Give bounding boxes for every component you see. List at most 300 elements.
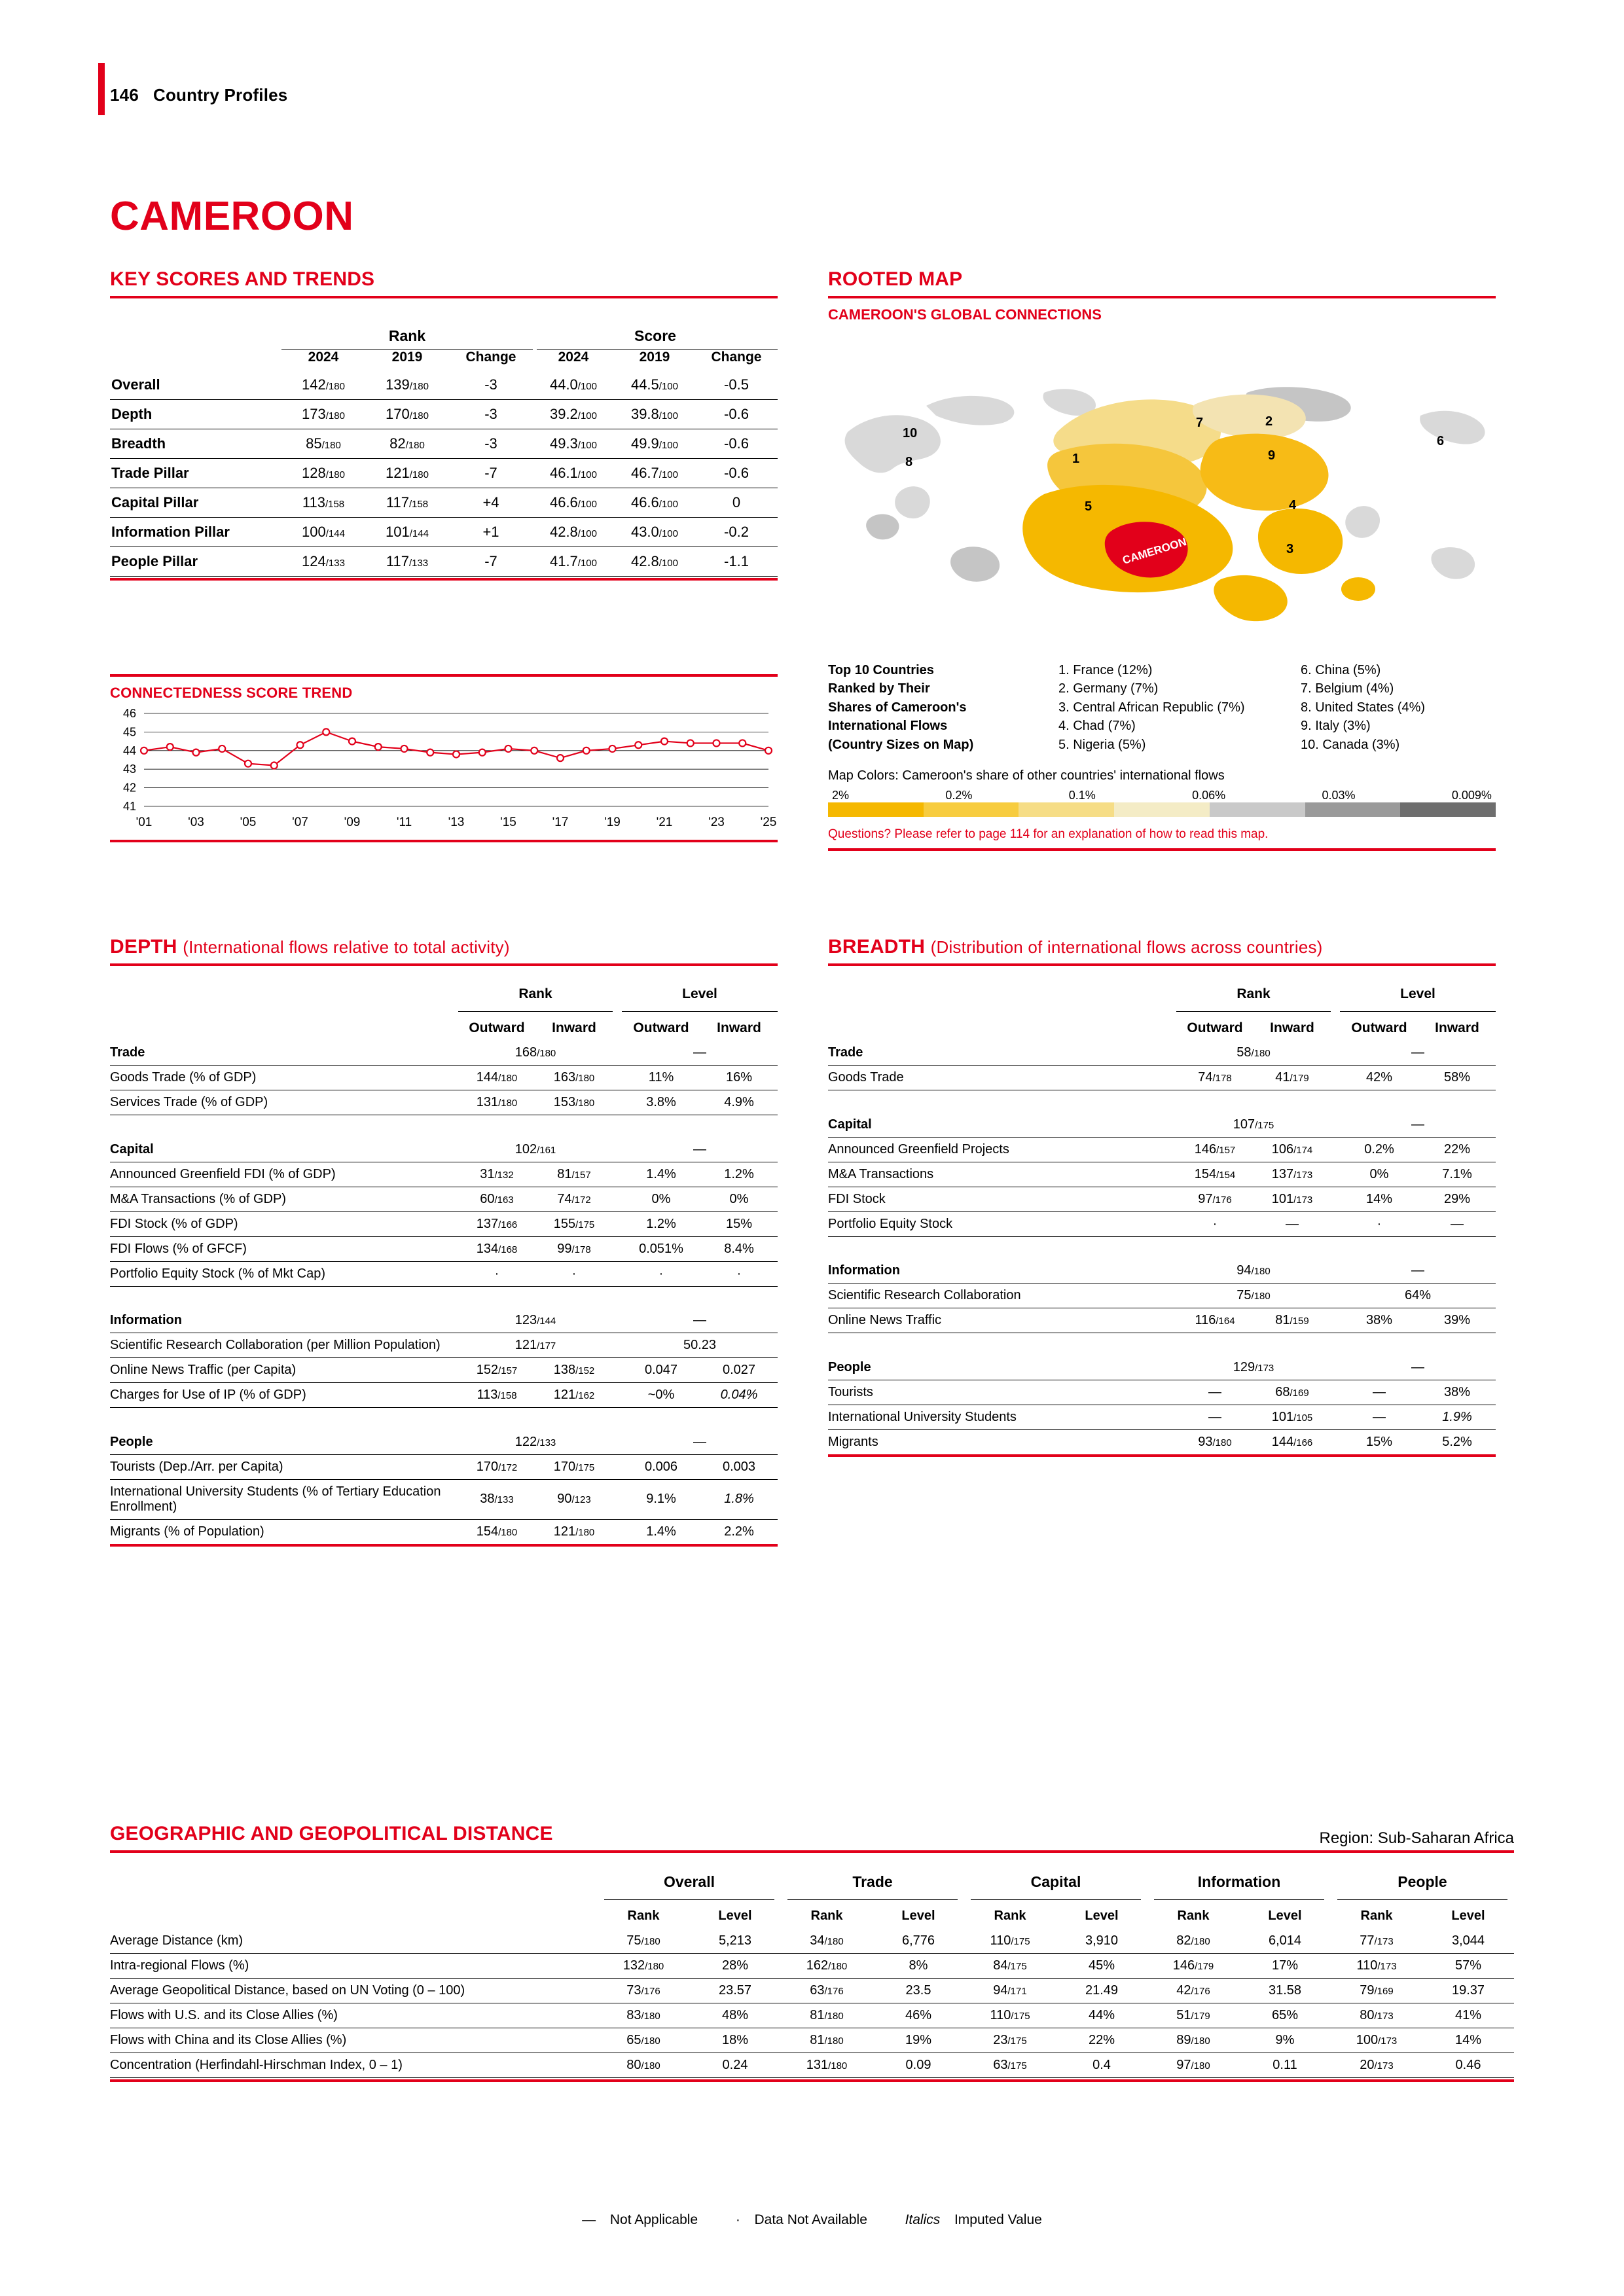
row-label: M&A Transactions (% of GDP) bbox=[110, 1187, 458, 1211]
group-header: Overall bbox=[664, 1873, 715, 1890]
group-level: — bbox=[1340, 1113, 1496, 1138]
score-2019: 49.9/100 bbox=[614, 429, 695, 459]
row-label: FDI Flows (% of GFCF) bbox=[110, 1236, 458, 1261]
divider bbox=[110, 674, 778, 677]
score-change: -0.6 bbox=[695, 459, 778, 488]
rank-2019: 121/180 bbox=[365, 459, 449, 488]
cell-level: 8% bbox=[873, 1954, 964, 1979]
cell-level: 23.57 bbox=[689, 1979, 781, 2003]
col-rank-outward: Outward bbox=[469, 1020, 525, 1035]
level-inward: 0.003 bbox=[700, 1454, 778, 1479]
section-title-depth-sub: (International flows relative to total activity) bbox=[183, 937, 510, 957]
cell-rank: 20/173 bbox=[1331, 2053, 1422, 2078]
rank-inward: 74/172 bbox=[535, 1187, 613, 1211]
table-group-header-row bbox=[110, 982, 778, 1007]
score-change: -0.2 bbox=[695, 518, 778, 547]
chart-title: CONNECTEDNESS SCORE TREND bbox=[110, 685, 353, 701]
score-2019: 42.8/100 bbox=[614, 547, 695, 577]
map-legend-country: 1. France (12%) bbox=[1058, 663, 1153, 677]
data-point bbox=[479, 749, 486, 756]
row-label: Online News Traffic bbox=[828, 1308, 1176, 1333]
cell-level: 41% bbox=[1422, 2003, 1514, 2028]
cell-rank: 42/176 bbox=[1147, 1979, 1239, 2003]
level-inward: 4.9% bbox=[700, 1090, 778, 1115]
table-row bbox=[110, 1954, 1514, 1979]
data-point bbox=[193, 749, 200, 756]
table-row bbox=[110, 2028, 1514, 2053]
level-inward: 8.4% bbox=[700, 1236, 778, 1261]
score-change: 0 bbox=[695, 488, 778, 518]
row-label: International University Students (% of Tertiary Education Enrollment) bbox=[110, 1479, 458, 1519]
spacer-row bbox=[828, 1090, 1496, 1113]
col-rank: Rank bbox=[810, 1909, 843, 1923]
table-row bbox=[110, 2003, 1514, 2028]
col-level: Level bbox=[1085, 1909, 1119, 1923]
row-label: Flows with U.S. and its Close Allies (%) bbox=[110, 2003, 598, 2028]
cell-level: 65% bbox=[1239, 2003, 1331, 2028]
row-label: Information Pillar bbox=[110, 518, 281, 547]
col-rank-2024: 2024 bbox=[308, 350, 339, 365]
cell-rank: 162/180 bbox=[781, 1954, 873, 1979]
table-row bbox=[828, 1308, 1496, 1333]
data-point bbox=[635, 742, 641, 748]
map-legend-country: 9. Italy (3%) bbox=[1301, 719, 1371, 734]
map-legend-country: 8. United States (4%) bbox=[1301, 700, 1426, 715]
level-inward: 0.04% bbox=[700, 1383, 778, 1408]
cell-level: 28% bbox=[689, 1954, 781, 1979]
col-level-outward: Outward bbox=[633, 1020, 689, 1035]
level-inward: 15% bbox=[700, 1211, 778, 1236]
col-level: Level bbox=[718, 1909, 752, 1923]
rank-inward: 144/166 bbox=[1254, 1429, 1331, 1456]
col-level: Level bbox=[1268, 1909, 1302, 1923]
group-rank: 129/173 bbox=[1176, 1355, 1331, 1380]
rank-outward: 60/163 bbox=[458, 1187, 535, 1211]
score-2024: 49.3/100 bbox=[533, 429, 614, 459]
group-level: — bbox=[1340, 1041, 1496, 1066]
score-2024: 46.6/100 bbox=[533, 488, 614, 518]
divider bbox=[110, 578, 778, 581]
map-scale-swatch bbox=[1400, 802, 1496, 817]
row-label: Portfolio Equity Stock (% of Mkt Cap) bbox=[110, 1261, 458, 1286]
group-rank: 102/161 bbox=[458, 1138, 613, 1162]
map-scale-swatch bbox=[1019, 802, 1114, 817]
data-point bbox=[271, 762, 278, 769]
rank-outward: 113/158 bbox=[458, 1383, 535, 1408]
world-map bbox=[828, 353, 1496, 648]
divider bbox=[110, 1850, 1514, 1853]
data-point bbox=[739, 740, 746, 746]
table-group-row bbox=[828, 1355, 1496, 1380]
col-rank-inward: Inward bbox=[552, 1020, 596, 1035]
x-tick-label: '03 bbox=[188, 816, 204, 829]
rank-2019: 101/144 bbox=[365, 518, 449, 547]
map-rank-2: 2 bbox=[1265, 414, 1273, 429]
row-label: Migrants (% of Population) bbox=[110, 1519, 458, 1545]
level-inward: 2.2% bbox=[700, 1519, 778, 1545]
row-label: Goods Trade bbox=[828, 1066, 1176, 1090]
cell-rank: 79/169 bbox=[1331, 1979, 1422, 2003]
data-point bbox=[167, 744, 173, 750]
map-legend-country: 3. Central African Republic (7%) bbox=[1058, 700, 1245, 715]
score-change: -0.5 bbox=[695, 370, 778, 400]
y-tick-label: 41 bbox=[122, 800, 136, 813]
x-tick-label: '15 bbox=[500, 816, 516, 829]
x-tick-label: '09 bbox=[344, 816, 361, 829]
rank-inward: 137/173 bbox=[1254, 1162, 1331, 1187]
table-group-header-row bbox=[110, 327, 778, 349]
table-group-row bbox=[828, 1041, 1496, 1066]
table-row bbox=[828, 1429, 1496, 1456]
cell-rank: 63/176 bbox=[781, 1979, 873, 2003]
cell-level: 19% bbox=[873, 2028, 964, 2053]
rank-inward: 99/178 bbox=[535, 1236, 613, 1261]
group-level: — bbox=[622, 1308, 778, 1333]
rank-change: -3 bbox=[449, 429, 533, 459]
data-point bbox=[609, 745, 616, 752]
level-outward: 0.051% bbox=[622, 1236, 700, 1261]
rank-inward: 68/169 bbox=[1254, 1380, 1331, 1405]
cell-rank: 82/180 bbox=[1147, 1929, 1239, 1954]
cell-level: 0.24 bbox=[689, 2053, 781, 2078]
level-outward: 11% bbox=[622, 1066, 700, 1090]
map-rank-7: 7 bbox=[1196, 416, 1204, 430]
col-level: Level bbox=[1451, 1909, 1485, 1923]
level-inward: 0% bbox=[700, 1187, 778, 1211]
rank-combined: 75/180 bbox=[1176, 1283, 1331, 1308]
group-header-rank: Rank bbox=[388, 327, 426, 344]
table-group-row bbox=[110, 1308, 778, 1333]
row-label: Online News Traffic (per Capita) bbox=[110, 1358, 458, 1383]
level-outward: 42% bbox=[1340, 1066, 1418, 1090]
level-inward: 1.8% bbox=[700, 1479, 778, 1519]
table-row bbox=[110, 1454, 778, 1479]
group-header: Trade bbox=[852, 1873, 893, 1890]
spacer-row bbox=[828, 1236, 1496, 1259]
rank-outward: · bbox=[1176, 1211, 1254, 1236]
table-row bbox=[110, 1383, 778, 1408]
rank-inward: 90/123 bbox=[535, 1479, 613, 1519]
map-scale-label: 0.03% bbox=[1322, 788, 1356, 802]
x-tick-label: '05 bbox=[240, 816, 257, 829]
score-change: -0.6 bbox=[695, 400, 778, 429]
col-level-outward: Outward bbox=[1351, 1020, 1407, 1035]
section-title-breadth-sub: (Distribution of international flows across countries) bbox=[930, 937, 1323, 957]
level-outward: 38% bbox=[1340, 1308, 1418, 1333]
group-header-score: Score bbox=[634, 327, 676, 344]
level-inward: 58% bbox=[1418, 1066, 1496, 1090]
data-point bbox=[219, 745, 225, 752]
cell-rank: 73/176 bbox=[598, 1979, 689, 2003]
map-legend-country: 7. Belgium (4%) bbox=[1301, 681, 1394, 696]
y-tick-label: 46 bbox=[122, 708, 136, 720]
row-label: People Pillar bbox=[110, 547, 281, 577]
cell-level: 57% bbox=[1422, 1954, 1514, 1979]
cell-rank: 89/180 bbox=[1147, 2028, 1239, 2053]
row-label: Portfolio Equity Stock bbox=[828, 1211, 1176, 1236]
score-2019: 46.7/100 bbox=[614, 459, 695, 488]
level-inward: 16% bbox=[700, 1066, 778, 1090]
group-level: — bbox=[622, 1041, 778, 1066]
rank-2024: 142/180 bbox=[281, 370, 365, 400]
data-point bbox=[453, 751, 460, 757]
level-inward: 22% bbox=[1418, 1137, 1496, 1162]
col-level-inward: Inward bbox=[1435, 1020, 1479, 1035]
level-outward: 1.4% bbox=[622, 1519, 700, 1545]
cell-rank: 100/173 bbox=[1331, 2028, 1422, 2053]
level-outward: 1.2% bbox=[622, 1211, 700, 1236]
cell-level: 14% bbox=[1422, 2028, 1514, 2053]
table-group-row bbox=[110, 1041, 778, 1066]
row-label: Breadth bbox=[110, 429, 281, 459]
row-label: Services Trade (% of GDP) bbox=[110, 1090, 458, 1115]
score-change: -0.6 bbox=[695, 429, 778, 459]
level-outward: 0.2% bbox=[1340, 1137, 1418, 1162]
cell-level: 9% bbox=[1239, 2028, 1331, 2053]
data-point bbox=[531, 747, 537, 754]
group-header: Information bbox=[1197, 1873, 1281, 1890]
data-point bbox=[687, 740, 694, 746]
col-rank-outward: Outward bbox=[1187, 1020, 1243, 1035]
data-point bbox=[349, 738, 355, 745]
map-legend-country: 4. Chad (7%) bbox=[1058, 719, 1136, 734]
imputed-text: Imputed Value bbox=[954, 2212, 1042, 2227]
spacer-row bbox=[828, 1333, 1496, 1355]
x-tick-label: '13 bbox=[448, 816, 465, 829]
row-label: Flows with China and its Close Allies (%) bbox=[110, 2028, 598, 2053]
cell-level: 3,910 bbox=[1056, 1929, 1147, 1954]
table-row bbox=[828, 1380, 1496, 1405]
rank-2024: 100/144 bbox=[281, 518, 365, 547]
group-rank: 58/180 bbox=[1176, 1041, 1331, 1066]
level-outward: 1.4% bbox=[622, 1162, 700, 1187]
world-map-svg bbox=[828, 353, 1496, 648]
group-level: — bbox=[622, 1138, 778, 1162]
data-point bbox=[297, 742, 304, 748]
cell-level: 6,014 bbox=[1239, 1929, 1331, 1954]
data-point bbox=[401, 745, 408, 752]
cell-rank: 51/179 bbox=[1147, 2003, 1239, 2028]
level-inward: 29% bbox=[1418, 1187, 1496, 1211]
rank-inward: 41/179 bbox=[1254, 1066, 1331, 1090]
group-name: Trade bbox=[828, 1041, 1176, 1066]
level-outward: — bbox=[1340, 1405, 1418, 1429]
depth-heading-block bbox=[110, 936, 778, 966]
y-tick-label: 45 bbox=[122, 725, 136, 739]
rank-outward: 154/180 bbox=[458, 1519, 535, 1545]
map-colors-label: Map Colors: Cameroon's share of other countries' international flows bbox=[828, 768, 1225, 783]
map-scale-label: 0.009% bbox=[1451, 788, 1492, 802]
map-rank-10: 10 bbox=[903, 426, 918, 440]
rank-combined: 121/177 bbox=[458, 1333, 613, 1358]
col-rank-2019: 2019 bbox=[391, 350, 423, 365]
row-label: Trade Pillar bbox=[110, 459, 281, 488]
divider bbox=[110, 840, 778, 842]
level-outward: 0.047 bbox=[622, 1358, 700, 1383]
divider bbox=[110, 963, 778, 966]
table-group-row bbox=[828, 1259, 1496, 1283]
score-2019: 46.6/100 bbox=[614, 488, 695, 518]
y-tick-label: 43 bbox=[122, 762, 136, 776]
dna-text: Data Not Available bbox=[754, 2212, 867, 2227]
cell-level: 5,213 bbox=[689, 1929, 781, 1954]
row-label: Scientific Research Collaboration (per Million Population) bbox=[110, 1333, 458, 1358]
cell-rank: 94/171 bbox=[964, 1979, 1056, 2003]
cell-rank: 23/175 bbox=[964, 2028, 1056, 2053]
cell-rank: 110/173 bbox=[1331, 1954, 1422, 1979]
rank-inward: 121/162 bbox=[535, 1383, 613, 1408]
level-inward: 5.2% bbox=[1418, 1429, 1496, 1456]
rank-inward: · bbox=[535, 1261, 613, 1286]
cell-rank: 146/179 bbox=[1147, 1954, 1239, 1979]
rank-change: +4 bbox=[449, 488, 533, 518]
table-row bbox=[110, 1211, 778, 1236]
group-name: Capital bbox=[828, 1113, 1176, 1138]
row-label: Tourists bbox=[828, 1380, 1176, 1405]
x-tick-label: '17 bbox=[552, 816, 569, 829]
rank-outward: 137/166 bbox=[458, 1211, 535, 1236]
table-row bbox=[110, 429, 778, 459]
map-scale-labels bbox=[828, 789, 1496, 802]
rank-outward: 93/180 bbox=[1176, 1429, 1254, 1456]
rank-change: -7 bbox=[449, 547, 533, 577]
table-row bbox=[828, 1137, 1496, 1162]
data-point bbox=[427, 749, 433, 756]
data-point bbox=[505, 745, 512, 752]
table-header-row bbox=[110, 1904, 1514, 1929]
section-title-rooted-map: ROOTED MAP bbox=[828, 268, 963, 290]
region-label: Region: Sub-Saharan Africa bbox=[1319, 1829, 1514, 1847]
map-legend-country: 2. Germany (7%) bbox=[1058, 681, 1159, 696]
rank-2019: 117/133 bbox=[365, 547, 449, 577]
section-title-depth-main: DEPTH bbox=[110, 936, 177, 958]
level-inward: — bbox=[1418, 1211, 1496, 1236]
rank-change: -7 bbox=[449, 459, 533, 488]
page-edge-rule bbox=[98, 63, 105, 115]
rank-outward: 31/132 bbox=[458, 1162, 535, 1187]
table-row bbox=[828, 1066, 1496, 1090]
rank-outward: 146/157 bbox=[1176, 1137, 1254, 1162]
table-row bbox=[828, 1211, 1496, 1236]
row-label: Charges for Use of IP (% of GDP) bbox=[110, 1383, 458, 1408]
cell-level: 3,044 bbox=[1422, 1929, 1514, 1954]
section-title-depth bbox=[110, 936, 778, 958]
level-outward: — bbox=[1340, 1380, 1418, 1405]
score-2019: 44.5/100 bbox=[614, 370, 695, 400]
rank-outward: 131/180 bbox=[458, 1090, 535, 1115]
col-score-2019: 2019 bbox=[639, 350, 670, 365]
col-rank: Rank bbox=[1177, 1909, 1210, 1923]
table-row bbox=[110, 1261, 778, 1286]
group-name: Capital bbox=[110, 1138, 458, 1162]
rank-inward: 170/175 bbox=[535, 1454, 613, 1479]
cell-level: 45% bbox=[1056, 1954, 1147, 1979]
table-row bbox=[110, 1479, 778, 1519]
rank-inward: 101/173 bbox=[1254, 1187, 1331, 1211]
divider bbox=[828, 848, 1496, 851]
rank-2019: 139/180 bbox=[365, 370, 449, 400]
geo-table bbox=[110, 1869, 1514, 2082]
spacer-row bbox=[110, 1286, 778, 1308]
table-row bbox=[828, 1405, 1496, 1429]
col-rank-inward: Inward bbox=[1270, 1020, 1314, 1035]
x-tick-label: '11 bbox=[396, 816, 412, 829]
col-rank: Rank bbox=[994, 1909, 1026, 1923]
rank-inward: 81/157 bbox=[535, 1162, 613, 1187]
row-label: Scientific Research Collaboration bbox=[828, 1283, 1176, 1308]
cell-rank: 110/175 bbox=[964, 1929, 1056, 1954]
group-rank: 168/180 bbox=[458, 1041, 613, 1066]
section-title-breadth-main: BREADTH bbox=[828, 936, 926, 958]
rank-inward: 121/180 bbox=[535, 1519, 613, 1545]
group-level: — bbox=[622, 1430, 778, 1455]
level-outward: · bbox=[622, 1261, 700, 1286]
section-title-key-scores: KEY SCORES AND TRENDS bbox=[110, 268, 375, 290]
row-label: Overall bbox=[110, 370, 281, 400]
cell-rank: 81/180 bbox=[781, 2003, 873, 2028]
table-row bbox=[110, 1236, 778, 1261]
cell-rank: 81/180 bbox=[781, 2028, 873, 2053]
level-inward: 7.1% bbox=[1418, 1162, 1496, 1187]
rank-outward: — bbox=[1176, 1380, 1254, 1405]
col-level-inward: Inward bbox=[717, 1020, 761, 1035]
cell-level: 19.37 bbox=[1422, 1979, 1514, 2003]
data-point bbox=[557, 755, 564, 761]
rank-2019: 117/158 bbox=[365, 488, 449, 518]
group-name: People bbox=[828, 1355, 1176, 1380]
row-label: Average Geopolitical Distance, based on UN Voting (0 – 100) bbox=[110, 1979, 598, 2003]
group-rank: 122/133 bbox=[458, 1430, 613, 1455]
map-scale-swatch bbox=[828, 802, 924, 817]
map-legend-country: 6. China (5%) bbox=[1301, 663, 1381, 677]
level-outward: · bbox=[1340, 1211, 1418, 1236]
cell-level: 44% bbox=[1056, 2003, 1147, 2028]
rank-inward: 155/175 bbox=[535, 1211, 613, 1236]
rank-2019: 82/180 bbox=[365, 429, 449, 459]
cell-rank: 80/180 bbox=[598, 2053, 689, 2078]
row-label: International University Students bbox=[828, 1405, 1176, 1429]
cell-level: 0.11 bbox=[1239, 2053, 1331, 2078]
cell-rank: 97/180 bbox=[1147, 2053, 1239, 2078]
map-scale-label: 0.06% bbox=[1192, 788, 1226, 802]
cell-level: 18% bbox=[689, 2028, 781, 2053]
row-label: Concentration (Herfindahl-Hirschman Index, 0 – 1) bbox=[110, 2053, 598, 2078]
group-header-level: Level bbox=[1400, 986, 1435, 1001]
table-group-header-row bbox=[828, 982, 1496, 1007]
map-rank-8: 8 bbox=[905, 455, 913, 469]
col-rank-change: Change bbox=[465, 350, 516, 365]
level-outward: 0.006 bbox=[622, 1454, 700, 1479]
rank-outward: 152/157 bbox=[458, 1358, 535, 1383]
rule-row bbox=[828, 1007, 1496, 1016]
data-point bbox=[713, 740, 720, 746]
geo-heading-block bbox=[110, 1823, 1514, 1853]
row-label: Announced Greenfield Projects bbox=[828, 1137, 1176, 1162]
group-name: Information bbox=[110, 1308, 458, 1333]
rank-outward: 144/180 bbox=[458, 1066, 535, 1090]
x-tick-label: '19 bbox=[604, 816, 621, 829]
rank-inward: 153/180 bbox=[535, 1090, 613, 1115]
table-header-row bbox=[828, 1016, 1496, 1041]
section-title-breadth bbox=[828, 936, 1496, 958]
table-row bbox=[110, 1090, 778, 1115]
cell-level: 0.09 bbox=[873, 2053, 964, 2078]
table-row bbox=[110, 459, 778, 488]
data-point bbox=[323, 728, 329, 735]
cell-rank: 84/175 bbox=[964, 1954, 1056, 1979]
y-tick-label: 42 bbox=[122, 781, 136, 795]
spacer-row bbox=[110, 1408, 778, 1430]
